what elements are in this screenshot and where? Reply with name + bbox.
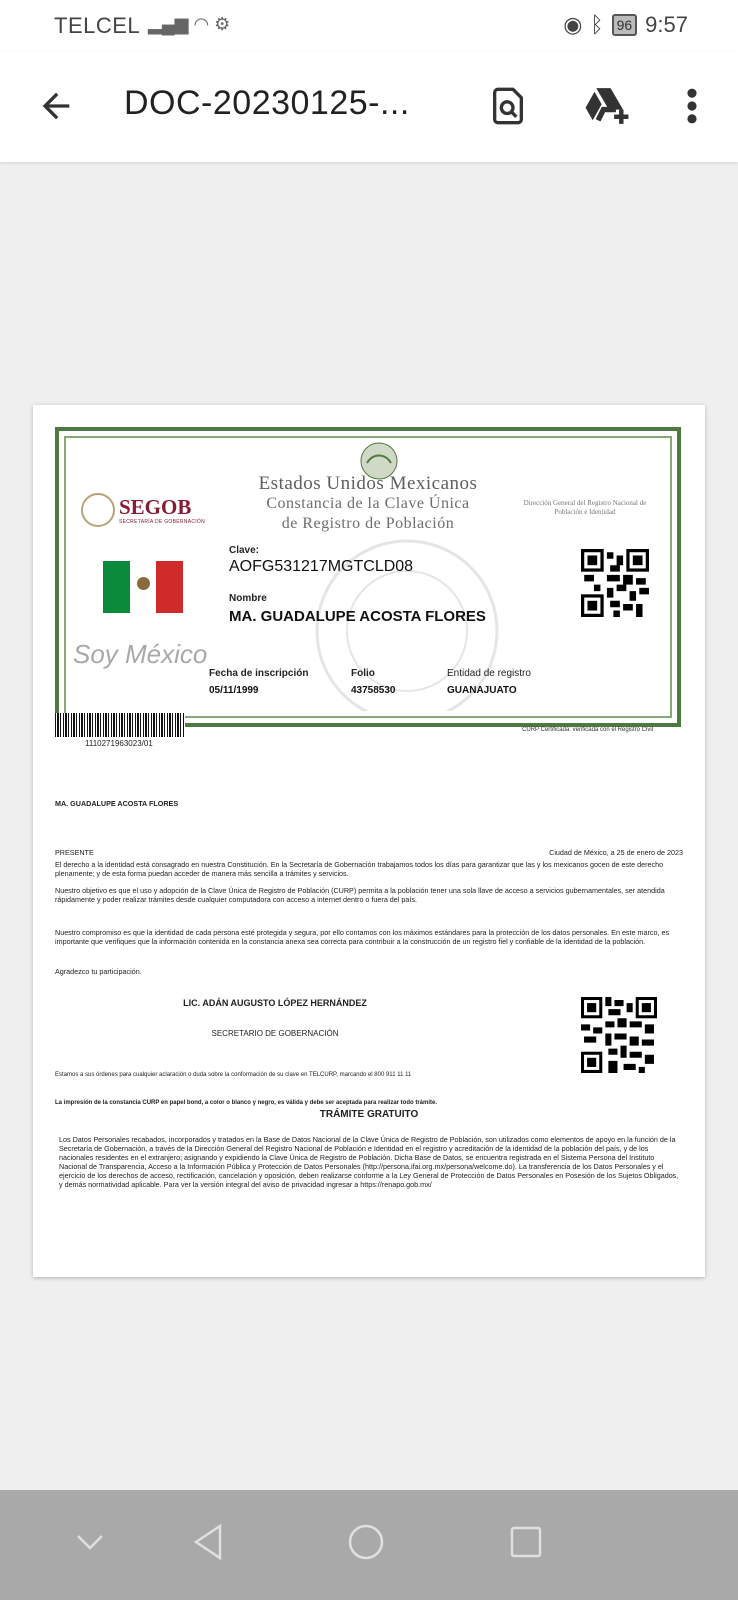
presente-label: PRESENTE [55,848,94,857]
contact-info: Estamos a sus órdenes para cualquier aclaración o duda sobre la conformación de su clave en TELCURP, marcando el 800 911 11 11 [55,1072,412,1078]
battery-level: 96 [612,14,638,36]
mexico-flag [103,561,183,613]
certification-note: CURP Certificada: verificada con el Registro Civil [522,727,653,733]
carrier-name: TELCEL [54,13,141,38]
folio-label: Folio [351,668,375,679]
nav-home-icon[interactable] [346,1522,386,1562]
barcode [55,713,185,737]
clock: 9:57 [645,12,688,37]
paragraph-4: Agradezco tu participación. [55,967,142,976]
header-title-1: Constancia de la Clave Única [266,495,470,512]
document-title: DOC-20230125-... [124,84,410,122]
entidad-value: GUANAJUATO [447,685,517,696]
entidad-label: Entidad de registro [447,668,531,679]
nav-recents-icon[interactable] [508,1524,544,1560]
recipient-name: MA. GUADALUPE ACOSTA FLORES [55,799,179,808]
system-nav-bar [0,1490,738,1600]
qr-code-icon [581,997,657,1073]
nombre-value: MA. GUADALUPE ACOSTA FLORES [229,608,486,625]
app-bar [0,52,738,162]
nav-hide-keyboard-icon[interactable] [74,1530,106,1554]
print-validity-note: La impresión de la constancia CURP en papel bond, a color o blanco y negro, es válida y debe ser aceptada para realizar todo trámite. [55,1100,438,1106]
paragraph-1: El derecho a la identidad está consagrado en nuestra Constitución. En la Secretaría de Gobernación trabajamos todos los días para garantizar que las y los mexicanos gocen de este derecho plenamente; y de esta forma puedan acceder de manera más sencilla a trámites y servicios. [55,860,664,878]
header-title-2: de Registro de Población [281,515,455,532]
nav-back-icon[interactable] [190,1522,226,1562]
direction-text: Dirección General del Registro Nacional de Población e Identidad [523,499,647,516]
more-vert-icon[interactable] [678,84,706,128]
paragraph-2: Nuestro objetivo es que el uso y adopción de la Clave Única de Registro de Población (CURP) permita a la población tener una sola llave de acceso a servicios gubernamentales, ser atendida rápidamente y poder realizar trámites desde cualquier computadora con acceso a internet dentro o fuera del país. [55,886,665,904]
fecha-label: Fecha de inscripción [209,668,309,679]
segob-logo: SEGOB SECRETARÍA DE GOBERNACIÓN [81,493,221,533]
status-bar [0,0,738,52]
letter-date: Ciudad de México, a 25 de enero de 2023 [549,848,683,857]
fecha-value: 05/11/1999 [209,685,259,696]
privacy-notice: Los Datos Personales recabados, incorporados y tratados en la Base de Datos Nacional de la Clave Única de Registro de Población, son utilizados como elementos de apoyo en la función de la Secretaría de Gobernación, a través de la Dirección General del Registro Nacional de Población e Identidad en el registro y acreditación de la identidad de la población del país, y de los nacionales residentes en el extranjero; asignando y expidiendo la Clave Única de Registro de Población. Dicha Base de Datos, se encuentra registrada en el Sistema Persona del Instituto Nacional de Transparencia, Acceso a la Información Pública y Protección de Datos Personales (http://persona.ifai.org.mx/persona/welcome.do). La transferencia de los Datos Personales y el ejercicio de los derechos de acceso, rectificación, cancelación y oposición, deben realizarse conforme a la Ley General de Protección de Datos Personales en Posesión de los Sujetos Obligados, y demás normatividad aplicable. Para ver la versión integral del aviso de privacidad ingresar a https://renapo.gob.mx/ [59,1135,679,1189]
header-country: Estados Unidos Mexicanos [258,473,478,494]
pdf-page[interactable] [33,405,705,1277]
nombre-label: Nombre [229,593,267,604]
clave-value: AOFG531217MGTCLD08 [229,558,414,575]
find-in-page-icon[interactable] [488,84,528,128]
free-procedure: TRÁMITE GRATUITO [319,1109,419,1120]
barcode-number: 1110271963023/01 [85,739,153,748]
back-arrow-icon[interactable] [36,86,76,126]
signal-wifi-icons: ▂▄▆ ◠ ⚙ [148,14,231,34]
signer-name: LIC. ADÁN AUGUSTO LÓPEZ HERNÁNDEZ [183,998,367,1008]
bluetooth-icon: ᛒ [590,12,604,37]
paragraph-3: Nuestro compromiso es que la identidad de cada persona esté protegida y segura, por ello contamos con los máximos estándares para la protección de los datos personales. En este marco, es importante que verifiques que la información contenida en la constancia anexa sea correcta para contribuir a la construcción de un registro fiel y confiable de la identidad de la población. [55,928,670,946]
folio-value: 43758530 [351,685,396,696]
eye-icon: ◉ [563,12,583,37]
clave-label: Clave: [229,545,260,556]
drive-add-icon[interactable] [582,84,632,128]
signer-title: SECRETARIO DE GOBERNACIÓN [211,1029,339,1038]
curp-certificate [55,427,681,727]
qr-code-icon [581,549,649,617]
soy-mexico-text: Soy México [73,639,208,669]
